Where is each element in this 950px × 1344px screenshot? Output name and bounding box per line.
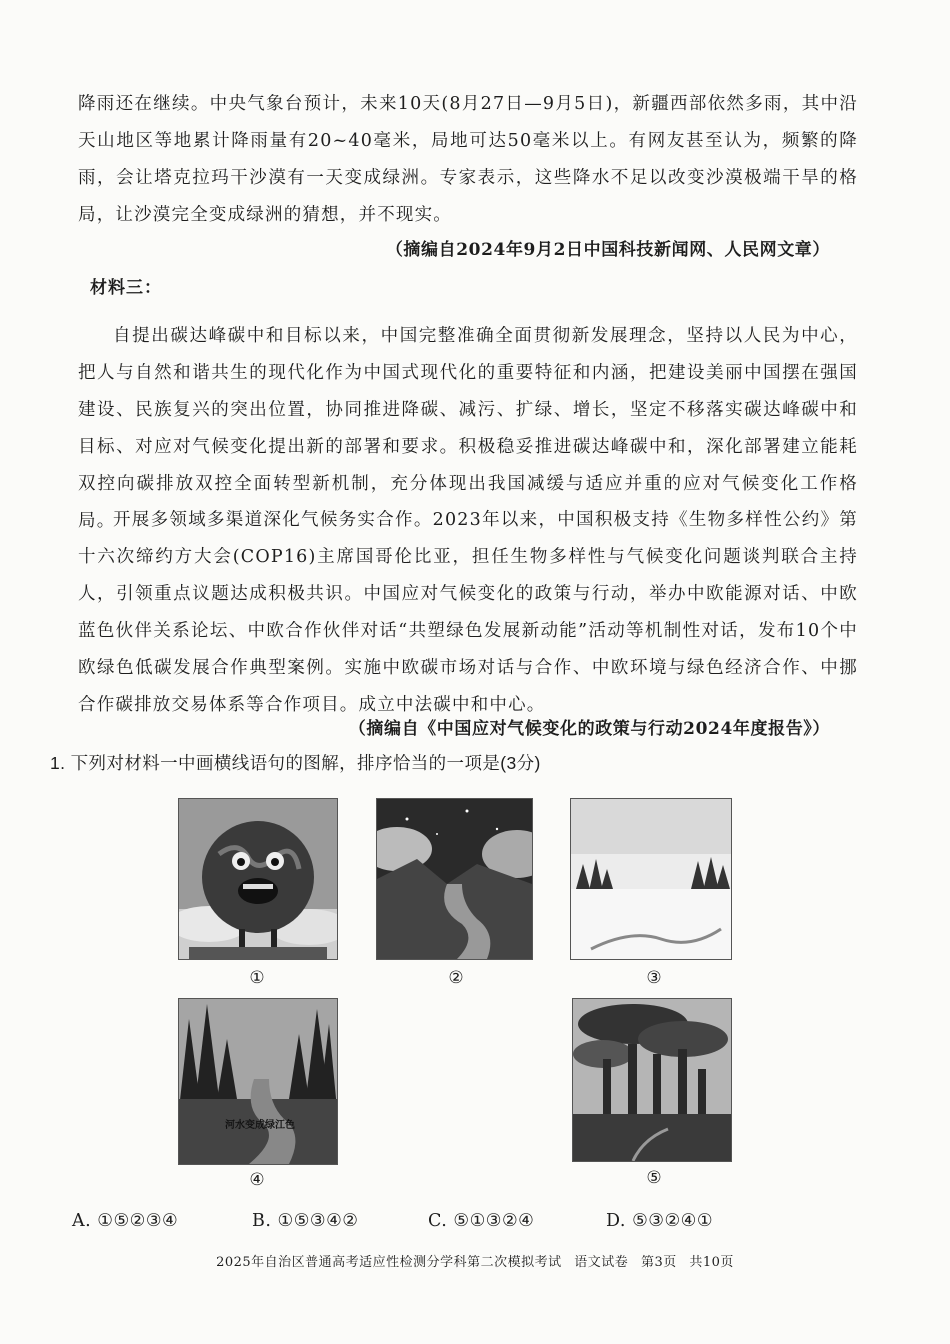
footer-title: 2025年自治区普通高考适应性检测分学科第二次模拟考试 bbox=[216, 1255, 562, 1270]
night-river-icon bbox=[376, 798, 533, 960]
snow-field-icon bbox=[570, 798, 732, 960]
material-three-paragraph-2: 开展多领域多渠道深化气候务实合作。2023年以来，中国积极支持《生物多样性公约》第十六次缔约方大会(COP16)主席国哥伦比亚，担任生物多样性与气候变化问题谈判联合主持人，引领重点议题达成积极共识。中国应对气候变化的政策与行动，举办中欧能源对话、中欧蓝色伙伴关系论坛、中欧合作伙伴对话“共塑绿色发展新动能”活动等机制性对话，发布10个中欧绿色低碳发展合作典型案例。实施中欧碳市场对话与合作、中欧环境与绿色经济合作、中挪合作碳排放交易体系等合作项目。成立中法碳中和中心。 bbox=[78, 510, 858, 715]
material-two-paragraph: 降雨还在继续。中央气象台预计，未来10天(8月27日—9月5日)，新疆西部依然多雨，其中沿天山地区等地累计降雨量有20~40毫米，局地可达50毫米以上。有网友甚至认为，频繁的降雨，会让塔克拉玛干沙漠有一天变成绿洲。专家表示，这些降水不足以改变沙漠极端干旱的格局，让沙漠完全变成绿洲的猜想，并不现实。 bbox=[78, 94, 858, 225]
option-d[interactable] bbox=[606, 1211, 713, 1231]
option-a[interactable] bbox=[72, 1211, 178, 1231]
image-1-label: ① bbox=[249, 968, 265, 988]
page-footer bbox=[0, 1251, 950, 1270]
option-d-value: ⑤③②④① bbox=[632, 1211, 714, 1231]
image-5-label: ⑤ bbox=[646, 1168, 662, 1188]
factory-smoke-icon bbox=[572, 998, 732, 1162]
footer-page: 第3页 bbox=[640, 1255, 677, 1270]
image-4-label: ④ bbox=[249, 1170, 265, 1190]
option-c-letter: C. bbox=[428, 1211, 448, 1231]
option-c-value: ⑤①③②④ bbox=[453, 1211, 535, 1231]
option-d-letter: D. bbox=[606, 1211, 626, 1231]
option-b[interactable] bbox=[252, 1211, 358, 1231]
material-three-heading: 材料三： bbox=[90, 278, 162, 298]
material-three-paragraph-1: 自提出碳达峰碳中和目标以来，中国完整准确全面贯彻新发展理念，坚持以人民为中心，把人与自然和谐共生的现代化作为中国式现代化的重要特征和内涵，把建设美丽中国摆在强国建设、民族复兴的突出位置，协同推进降碳、减污、扩绿、增长，坚定不移落实碳达峰碳中和目标、对应对气候变化提出新的部署和要求。积极稳妥推进碳达峰碳中和，深化部署建立能耗双控向碳排放双控全面转型新机制，充分体现出我国减缓与适应并重的应对气候变化工作格局。 bbox=[78, 326, 858, 531]
option-b-letter: B. bbox=[252, 1211, 272, 1231]
crying-earth-icon bbox=[178, 798, 338, 960]
footer-subject: 语文试卷 bbox=[574, 1255, 629, 1270]
option-a-value: ①⑤②③④ bbox=[97, 1211, 179, 1231]
option-b-value: ①⑤③④② bbox=[277, 1211, 359, 1231]
option-c[interactable] bbox=[428, 1211, 534, 1231]
material-two-source: （摘编自2024年9月2日中国科技新闻网、人民网文章） bbox=[385, 240, 830, 260]
option-a-letter: A. bbox=[72, 1211, 92, 1231]
question-stem: 1. 下列对材料一中画横线语句的图解，排序恰当的一项是(3分) bbox=[50, 753, 541, 773]
forest-river-icon bbox=[178, 998, 338, 1165]
image-4-caption: 河水变成绿江色 bbox=[225, 1120, 295, 1131]
material-three-source: （摘编自《中国应对气候变化的政策与行动2024年度报告》） bbox=[348, 719, 830, 739]
footer-total: 共10页 bbox=[689, 1255, 734, 1270]
image-2-label: ② bbox=[448, 968, 464, 988]
image-3-label: ③ bbox=[646, 968, 662, 988]
